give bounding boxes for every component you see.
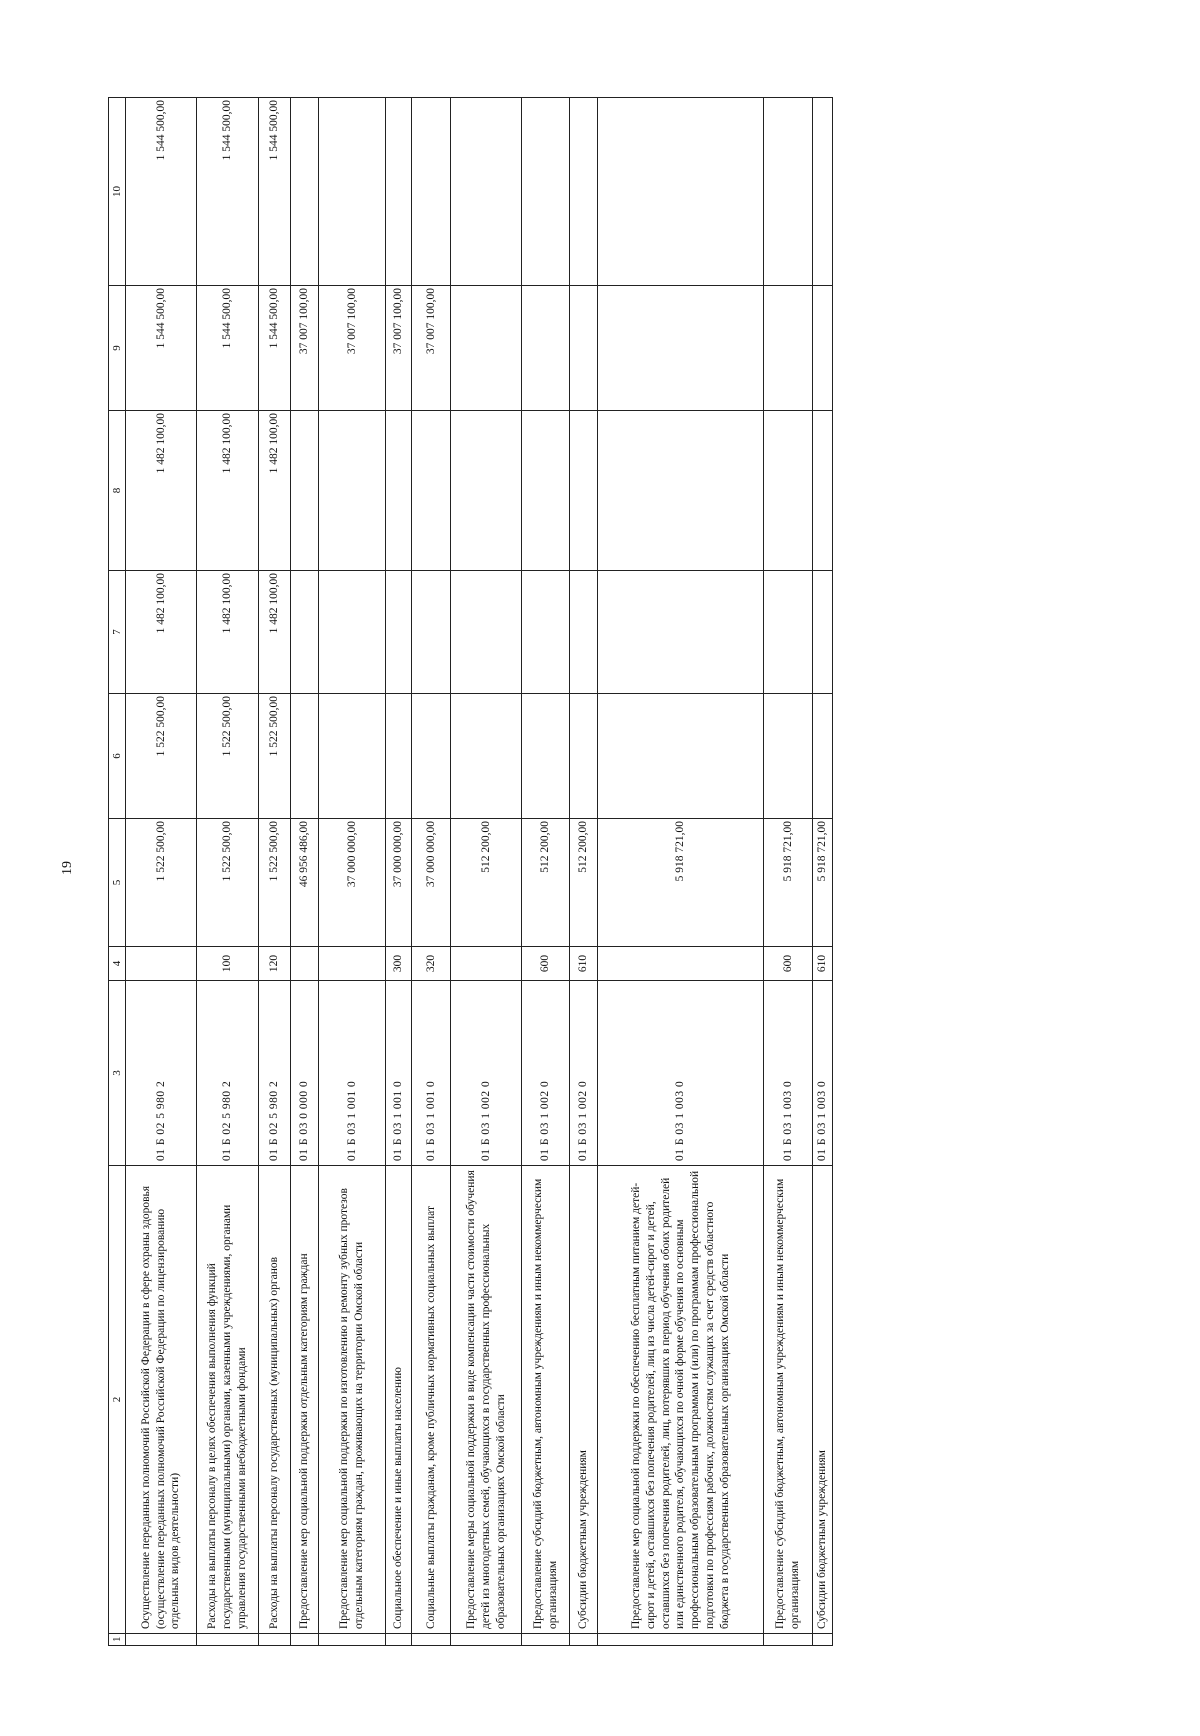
row-kind: 100 [196, 947, 258, 981]
row-value-6 [319, 694, 386, 819]
row-value-9 [570, 286, 598, 411]
row-kind [451, 947, 522, 981]
row-value-9: 1 544 500,00 [196, 286, 258, 411]
row-value-8: 1 482 100,00 [196, 411, 258, 571]
header-cell: 9 [109, 286, 126, 411]
row-value-6 [570, 694, 598, 819]
header-cell: 10 [109, 98, 126, 286]
row-value-6 [812, 694, 832, 819]
table-row [196, 98, 258, 1646]
row-value-5: 512 200,00 [570, 819, 598, 947]
page-number: 19 [60, 861, 75, 875]
row-code: 01 Б 03 1 003 0 [598, 981, 764, 1166]
table-row [598, 98, 764, 1646]
empty-cell [570, 1634, 598, 1646]
row-value-7 [291, 571, 319, 694]
row-value-8 [451, 411, 522, 571]
header-cell: 8 [109, 411, 126, 571]
row-code: 01 Б 02 5 980 2 [196, 981, 258, 1166]
row-value-8 [598, 411, 764, 571]
row-value-7 [598, 571, 764, 694]
row-code: 01 Б 03 1 002 0 [522, 981, 570, 1166]
row-code: 01 Б 02 5 980 2 [258, 981, 291, 1166]
row-value-5: 5 918 721,00 [764, 819, 812, 947]
row-name: Предоставление субсидий бюджетным, автономным учреждениям и иным некоммерческим организациям [522, 1166, 570, 1634]
row-name: Предоставление мер социальной поддержки отдельным категориям граждан [291, 1166, 319, 1634]
row-value-5: 37 000 000,00 [319, 819, 386, 947]
row-name: Предоставление мер социальной поддержки по изготовлению и ремонту зубных протезов отдельным категориям граждан, проживающих на территории Омской области [319, 1166, 386, 1634]
empty-cell [764, 1634, 812, 1646]
empty-cell [196, 1634, 258, 1646]
row-value-9 [598, 286, 764, 411]
row-value-10 [598, 98, 764, 286]
row-value-9: 37 007 100,00 [291, 286, 319, 411]
empty-cell [451, 1634, 522, 1646]
table-row [126, 98, 197, 1646]
row-value-10 [412, 98, 451, 286]
table-row [291, 98, 319, 1646]
row-value-10 [570, 98, 598, 286]
row-value-8 [570, 411, 598, 571]
row-value-5: 512 200,00 [451, 819, 522, 947]
row-code: 01 Б 03 1 003 0 [764, 981, 812, 1166]
row-value-6 [386, 694, 412, 819]
row-code: 01 Б 03 1 001 0 [386, 981, 412, 1166]
empty-cell [319, 1634, 386, 1646]
row-value-10: 1 544 500,00 [258, 98, 291, 286]
row-value-8 [412, 411, 451, 571]
row-value-9: 37 007 100,00 [412, 286, 451, 411]
rotated-table-wrapper [108, 98, 833, 1646]
row-value-5: 1 522 500,00 [126, 819, 197, 947]
header-cell: 7 [109, 571, 126, 694]
row-code: 01 Б 02 5 980 2 [126, 981, 197, 1166]
budget-table [108, 97, 833, 1646]
row-value-7 [319, 571, 386, 694]
row-value-10: 1 544 500,00 [126, 98, 197, 286]
row-value-8: 1 482 100,00 [258, 411, 291, 571]
row-value-7 [522, 571, 570, 694]
row-value-5: 46 956 486,00 [291, 819, 319, 947]
row-value-8: 1 482 100,00 [126, 411, 197, 571]
header-cell: 1 [109, 1634, 126, 1646]
row-value-8 [522, 411, 570, 571]
row-kind: 300 [386, 947, 412, 981]
row-value-9 [812, 286, 832, 411]
table-row [764, 98, 812, 1646]
row-value-5: 1 522 500,00 [258, 819, 291, 947]
row-value-10 [812, 98, 832, 286]
row-value-6: 1 522 500,00 [258, 694, 291, 819]
table-row [412, 98, 451, 1646]
header-cell: 6 [109, 694, 126, 819]
row-value-8 [386, 411, 412, 571]
empty-cell [598, 1634, 764, 1646]
row-value-10 [386, 98, 412, 286]
header-row [109, 98, 126, 1646]
row-value-7 [386, 571, 412, 694]
row-value-7: 1 482 100,00 [258, 571, 291, 694]
row-value-7: 1 482 100,00 [126, 571, 197, 694]
table-row [319, 98, 386, 1646]
row-kind [126, 947, 197, 981]
empty-cell [386, 1634, 412, 1646]
row-value-8 [764, 411, 812, 571]
row-code: 01 Б 03 1 002 0 [570, 981, 598, 1166]
table-row [812, 98, 832, 1646]
header-cell: 3 [109, 981, 126, 1166]
table-row [451, 98, 522, 1646]
empty-cell [126, 1634, 197, 1646]
row-value-7 [570, 571, 598, 694]
row-value-5: 1 522 500,00 [196, 819, 258, 947]
row-code: 01 Б 03 1 003 0 [812, 981, 832, 1166]
row-name: Социальные выплаты гражданам, кроме публичных нормативных социальных выплат [412, 1166, 451, 1634]
empty-cell [812, 1634, 832, 1646]
row-value-9: 37 007 100,00 [319, 286, 386, 411]
row-value-7 [412, 571, 451, 694]
row-name: Предоставление субсидий бюджетным, автономным учреждениям и иным некоммерческим организациям [764, 1166, 812, 1634]
row-code: 01 Б 03 1 001 0 [319, 981, 386, 1166]
row-name: Субсидии бюджетным учреждениям [570, 1166, 598, 1634]
row-value-9 [522, 286, 570, 411]
row-value-5: 37 000 000,00 [386, 819, 412, 947]
row-value-6: 1 522 500,00 [126, 694, 197, 819]
row-kind: 610 [812, 947, 832, 981]
row-name: Социальное обеспечение и иные выплаты населению [386, 1166, 412, 1634]
row-name: Расходы на выплаты персоналу государственных (муниципальных) органов [258, 1166, 291, 1634]
row-value-8 [319, 411, 386, 571]
header-cell: 4 [109, 947, 126, 981]
row-kind [598, 947, 764, 981]
row-kind [291, 947, 319, 981]
row-value-10 [451, 98, 522, 286]
row-value-5: 512 200,00 [522, 819, 570, 947]
row-value-10: 1 544 500,00 [196, 98, 258, 286]
row-value-10 [291, 98, 319, 286]
header-cell: 5 [109, 819, 126, 947]
row-value-6 [764, 694, 812, 819]
header-cell: 2 [109, 1166, 126, 1634]
table-row [258, 98, 291, 1646]
row-value-9: 1 544 500,00 [258, 286, 291, 411]
row-kind: 120 [258, 947, 291, 981]
row-name: Расходы на выплаты персоналу в целях обеспечения выполнения функций государственными (муниципальными) органами, казенными учреждениями, органами управления государственными внебюджетными фондами [196, 1166, 258, 1634]
row-kind: 320 [412, 947, 451, 981]
empty-cell [522, 1634, 570, 1646]
empty-cell [412, 1634, 451, 1646]
empty-cell [291, 1634, 319, 1646]
row-value-5: 37 000 000,00 [412, 819, 451, 947]
row-value-6 [451, 694, 522, 819]
row-kind [319, 947, 386, 981]
row-name: Субсидии бюджетным учреждениям [812, 1166, 832, 1634]
row-name: Предоставление меры социальной поддержки в виде компенсации части стоимости обучения детей из многодетных семей, обучающихся в государственных профессиональных образовательных организациях Омской области [451, 1166, 522, 1634]
row-kind: 600 [522, 947, 570, 981]
row-value-8 [812, 411, 832, 571]
row-value-8 [291, 411, 319, 571]
row-kind: 610 [570, 947, 598, 981]
row-value-10 [319, 98, 386, 286]
row-value-10 [764, 98, 812, 286]
row-value-6: 1 522 500,00 [196, 694, 258, 819]
row-value-7 [764, 571, 812, 694]
row-value-7 [812, 571, 832, 694]
row-code: 01 Б 03 1 002 0 [451, 981, 522, 1166]
row-value-6 [598, 694, 764, 819]
row-code: 01 Б 03 1 001 0 [412, 981, 451, 1166]
row-value-6 [412, 694, 451, 819]
row-value-5: 5 918 721,00 [812, 819, 832, 947]
row-value-10 [522, 98, 570, 286]
row-value-9 [764, 286, 812, 411]
row-code: 01 Б 03 0 000 0 [291, 981, 319, 1166]
empty-cell [258, 1634, 291, 1646]
table-row [386, 98, 412, 1646]
row-name: Предоставление мер социальной поддержки по обеспечению бесплатным питанием детей-сирот и детей, оставшихся без попечения родителей, лиц из числа детей-сирот и детей, оставшихся без попечения родителей, лиц, потерявших в период обучения обоих родителей или единственного родителя, обучающихся по очной форме обучения по основным профессиональным образовательным программам и (или) по программам профессиональной подготовки по профессиям рабочих, должностям служащих за счет средств областного бюджета в государственных образовательных организациях Омской области [598, 1166, 764, 1634]
row-kind: 600 [764, 947, 812, 981]
row-value-9 [451, 286, 522, 411]
row-value-6 [522, 694, 570, 819]
row-value-7: 1 482 100,00 [196, 571, 258, 694]
row-value-5: 5 918 721,00 [598, 819, 764, 947]
table-row [522, 98, 570, 1646]
row-value-9: 1 544 500,00 [126, 286, 197, 411]
row-value-7 [451, 571, 522, 694]
row-value-9: 37 007 100,00 [386, 286, 412, 411]
table-body [109, 98, 833, 1646]
row-value-6 [291, 694, 319, 819]
row-name: Осуществление переданных полномочий Российской Федерации в сфере охраны здоровья (осуществление переданных полномочий Российской Федерации по лицензированию отдельных видов деятельности) [126, 1166, 197, 1634]
table-row [570, 98, 598, 1646]
